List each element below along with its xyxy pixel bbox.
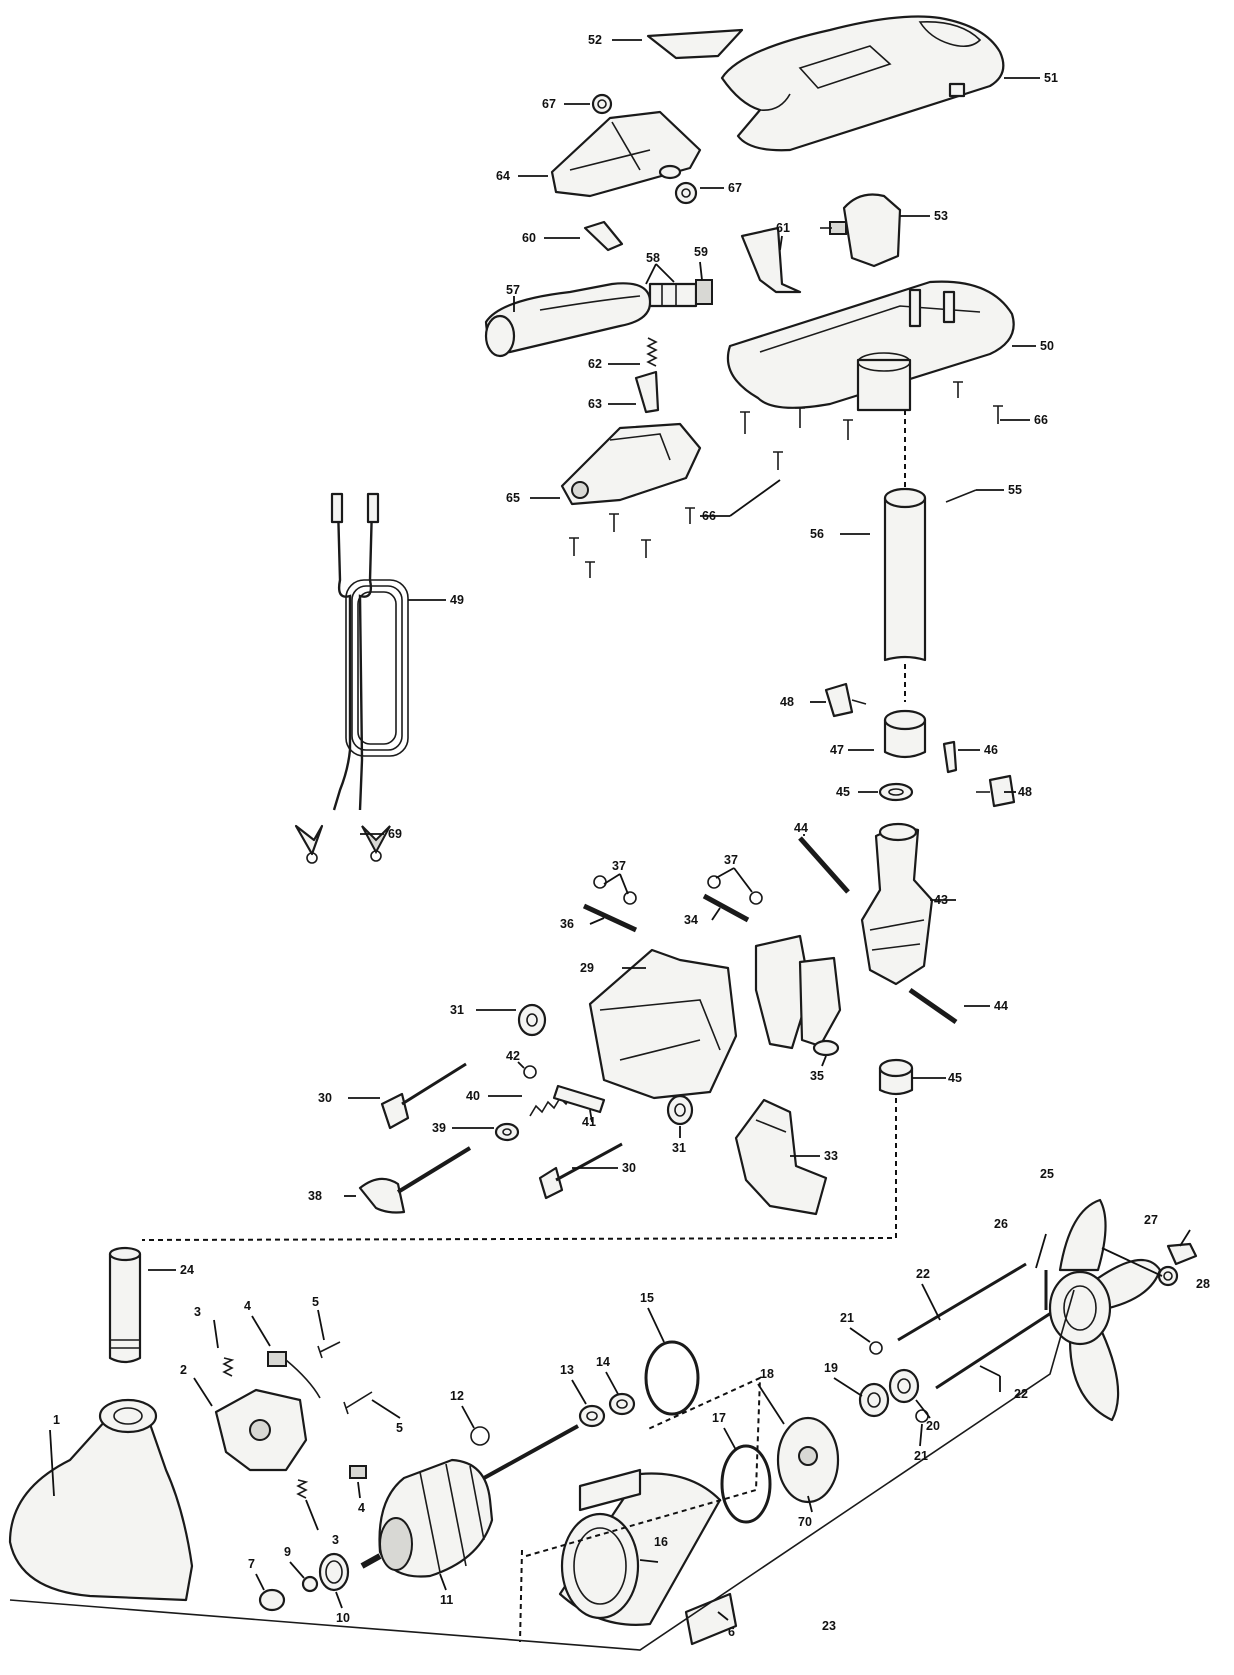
label-part: 40 bbox=[466, 1089, 480, 1103]
label-part: 11 bbox=[440, 1593, 454, 1607]
label-part: 45 bbox=[948, 1071, 962, 1085]
part-clip-46 bbox=[944, 742, 956, 772]
part-bushing-lower bbox=[880, 1060, 912, 1094]
part-ball-9 bbox=[303, 1577, 317, 1591]
label-part: 44 bbox=[994, 999, 1008, 1013]
label-part: 3 bbox=[332, 1533, 339, 1547]
label-part: 53 bbox=[934, 209, 948, 223]
label-part: 69 bbox=[388, 827, 402, 841]
part-knob-upper bbox=[826, 684, 866, 716]
label-part: 17 bbox=[712, 1411, 726, 1425]
part-pin-55 bbox=[946, 490, 976, 502]
label-part: 63 bbox=[588, 397, 602, 411]
label-part: 16 bbox=[654, 1535, 668, 1549]
label-part: 39 bbox=[432, 1121, 446, 1135]
label-part: 30 bbox=[318, 1091, 332, 1105]
part-lower-housing bbox=[562, 424, 700, 504]
label-part: 5 bbox=[396, 1421, 403, 1435]
label-part: 5 bbox=[312, 1295, 319, 1309]
part-bushing-upper bbox=[880, 784, 912, 800]
part-side-plates bbox=[756, 936, 840, 1048]
part-release-lever bbox=[360, 1148, 470, 1213]
part-o-ring-15 bbox=[646, 1342, 698, 1414]
part-pin-36 bbox=[584, 906, 636, 930]
label-part: 7 bbox=[248, 1557, 255, 1571]
label-part: 67 bbox=[728, 181, 742, 195]
label-part: 4 bbox=[358, 1501, 365, 1515]
part-knob-right bbox=[976, 776, 1014, 806]
part-latch-41 bbox=[554, 1086, 604, 1112]
part-clip-upper bbox=[593, 95, 611, 113]
part-composite-shaft bbox=[885, 410, 925, 702]
label-part: 26 bbox=[994, 1217, 1008, 1231]
label-part: 14 bbox=[596, 1355, 610, 1369]
label-part: 47 bbox=[830, 743, 844, 757]
label-part: 46 bbox=[984, 743, 998, 757]
part-clips-37 bbox=[594, 876, 762, 904]
label-part: 20 bbox=[926, 1419, 940, 1433]
label-part: 66 bbox=[702, 509, 716, 523]
part-clamp-screw-lower bbox=[540, 1144, 622, 1198]
label-part: 9 bbox=[284, 1545, 291, 1559]
part-speed-switch bbox=[820, 195, 900, 267]
part-extension-tube-24 bbox=[110, 1248, 140, 1362]
part-pin-44-lower bbox=[910, 990, 956, 1022]
label-part: 50 bbox=[1040, 339, 1054, 353]
part-swivel-bracket bbox=[862, 824, 932, 984]
label-part: 48 bbox=[780, 695, 794, 709]
label-part: 49 bbox=[450, 593, 464, 607]
part-tiller-bracket bbox=[585, 222, 622, 250]
part-magnet-housing-16 bbox=[560, 1470, 720, 1625]
part-collar bbox=[885, 711, 925, 757]
part-washer-14 bbox=[610, 1394, 634, 1414]
label-part: 60 bbox=[522, 231, 536, 245]
part-seal-20 bbox=[890, 1370, 918, 1402]
part-top-cover bbox=[722, 17, 1003, 151]
part-prop-nut-27 bbox=[1168, 1244, 1196, 1264]
part-armature-11 bbox=[362, 1426, 578, 1577]
label-part: 36 bbox=[560, 917, 574, 931]
part-o-ring-17 bbox=[722, 1446, 770, 1522]
label-part: 13 bbox=[560, 1363, 574, 1377]
part-screws-5 bbox=[318, 1342, 372, 1414]
part-clamp-screw-upper bbox=[382, 1064, 466, 1128]
label-part: 19 bbox=[824, 1361, 838, 1375]
part-end-cap-18 bbox=[778, 1418, 838, 1502]
label-part: 10 bbox=[336, 1611, 350, 1625]
part-washer-31-right bbox=[668, 1096, 692, 1124]
part-spring-small bbox=[648, 338, 656, 366]
label-part: 37 bbox=[612, 859, 626, 873]
label-part: 56 bbox=[810, 527, 824, 541]
label-part: 22 bbox=[1014, 1387, 1028, 1401]
label-part: 35 bbox=[810, 1069, 824, 1083]
label-part: 57 bbox=[506, 283, 520, 297]
part-clip-12 bbox=[471, 1427, 489, 1445]
part-clamp-bracket-33 bbox=[736, 1100, 826, 1214]
label-part: 31 bbox=[672, 1141, 686, 1155]
part-battery-clamps bbox=[296, 826, 390, 863]
part-pin-34 bbox=[704, 896, 748, 920]
part-clip-lower bbox=[676, 183, 696, 203]
label-part: 70 bbox=[798, 1515, 812, 1529]
part-washer-13 bbox=[580, 1406, 604, 1426]
part-handle-housing bbox=[552, 112, 700, 196]
label-part: 30 bbox=[622, 1161, 636, 1175]
label-part: 4 bbox=[244, 1299, 251, 1313]
label-part: 28 bbox=[1196, 1277, 1210, 1291]
label-part: 24 bbox=[180, 1263, 194, 1277]
part-seal-10 bbox=[320, 1554, 348, 1590]
label-part: 34 bbox=[684, 913, 698, 927]
part-washer-39 bbox=[496, 1124, 518, 1140]
label-part: 43 bbox=[934, 893, 948, 907]
part-cover-plate bbox=[648, 30, 742, 58]
part-base-housing bbox=[728, 282, 1014, 410]
part-bearing-19 bbox=[860, 1384, 888, 1416]
label-part: 59 bbox=[694, 245, 708, 259]
label-part: 58 bbox=[646, 251, 660, 265]
part-pivot-35 bbox=[814, 1041, 838, 1055]
part-battery-cable bbox=[332, 494, 408, 810]
part-throttle-shaft bbox=[650, 280, 712, 306]
label-part: 29 bbox=[580, 961, 594, 975]
label-part: 67 bbox=[542, 97, 556, 111]
label-part: 64 bbox=[496, 169, 510, 183]
label-part: 61 bbox=[776, 221, 790, 235]
label-part: 23 bbox=[822, 1619, 836, 1633]
label-part: 66 bbox=[1034, 413, 1048, 427]
part-wire-bracket bbox=[742, 228, 800, 292]
label-part: 15 bbox=[640, 1291, 654, 1305]
label-part: 21 bbox=[840, 1311, 854, 1325]
label-part: 6 bbox=[728, 1625, 735, 1639]
label-part: 2 bbox=[180, 1363, 187, 1377]
part-brush-plate-2 bbox=[216, 1390, 306, 1470]
part-lower-housing-1 bbox=[10, 1400, 192, 1600]
label-part: 33 bbox=[824, 1149, 838, 1163]
label-part: 37 bbox=[724, 853, 738, 867]
label-part: 51 bbox=[1044, 71, 1058, 85]
label-part: 38 bbox=[308, 1189, 322, 1203]
part-mount-frame bbox=[590, 950, 736, 1098]
label-part: 3 bbox=[194, 1305, 201, 1319]
part-propeller-25 bbox=[1050, 1200, 1160, 1420]
label-part: 41 bbox=[582, 1115, 596, 1129]
label-part: 21 bbox=[914, 1449, 928, 1463]
label-part: 44 bbox=[794, 821, 808, 835]
part-pin-44-upper bbox=[800, 838, 848, 892]
label-part: 52 bbox=[588, 33, 602, 47]
label-part: 55 bbox=[1008, 483, 1022, 497]
label-part: 62 bbox=[588, 357, 602, 371]
part-pawl bbox=[636, 372, 658, 412]
label-part: 45 bbox=[836, 785, 850, 799]
label-part: 65 bbox=[506, 491, 520, 505]
part-washer-31-left bbox=[519, 1005, 545, 1035]
label-part: 18 bbox=[760, 1367, 774, 1381]
part-plug-7 bbox=[260, 1590, 284, 1610]
label-part: 25 bbox=[1040, 1167, 1054, 1181]
label-part: 27 bbox=[1144, 1213, 1158, 1227]
label-part: 22 bbox=[916, 1267, 930, 1281]
label-part: 42 bbox=[506, 1049, 520, 1063]
leader-lines bbox=[50, 40, 1190, 1620]
part-clip-42 bbox=[524, 1066, 536, 1078]
label-part: 48 bbox=[1018, 785, 1032, 799]
label-part: 12 bbox=[450, 1389, 464, 1403]
label-part: 1 bbox=[53, 1413, 60, 1427]
label-part: 31 bbox=[450, 1003, 464, 1017]
